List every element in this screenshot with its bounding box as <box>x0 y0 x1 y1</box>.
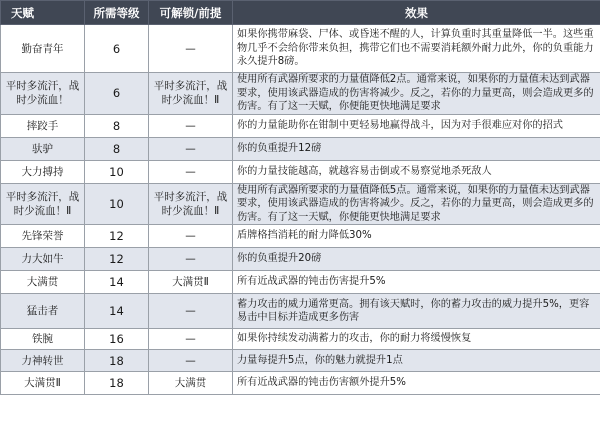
perk-unlock: — <box>149 294 233 329</box>
header-name: 天赋 <box>1 1 85 25</box>
perk-name: 大力搏持 <box>1 160 85 183</box>
perk-level: 14 <box>85 294 149 329</box>
perk-level: 18 <box>85 372 149 395</box>
perk-name: 力大如牛 <box>1 248 85 271</box>
perk-effect: 盾牌格挡消耗的耐力降低30% <box>233 225 600 248</box>
perk-name: 大满贯 <box>1 271 85 294</box>
header-unlock: 可解锁/前提 <box>149 1 233 25</box>
perk-name: 力神转世 <box>1 350 85 372</box>
table-row <box>1 160 600 183</box>
table-row <box>1 25 600 73</box>
perk-unlock: — <box>149 329 233 350</box>
table-row <box>1 271 600 294</box>
perk-unlock: — <box>149 25 233 73</box>
perk-effect: 如果你持续发动满蓄力的攻击，你的耐力将缓慢恢复 <box>233 329 600 350</box>
table-row <box>1 372 600 395</box>
perk-effect: 使用所有武器所要求的力量值降低5点。通常来说，如果你的力量值未达到武器要求，使用该武器造成的伤害将减少。反之，若你的力量更高，则会造成更多的伤害。有了这一天赋，你便能更快地满足要求 <box>233 183 600 225</box>
perk-unlock: 平时多流汗，战时少流血！Ⅱ <box>149 73 233 115</box>
perk-effect: 所有近战武器的钝击伤害额外提升5% <box>233 372 600 395</box>
perk-effect: 力量每提升5点，你的魅力就提升1点 <box>233 350 600 372</box>
perk-unlock: — <box>149 225 233 248</box>
table-row <box>1 73 600 115</box>
perk-effect: 你的力量能助你在钳制中更轻易地赢得战斗，因为对手很难应对你的招式 <box>233 114 600 137</box>
perk-name: 大满贯Ⅱ <box>1 372 85 395</box>
perk-unlock: — <box>149 137 233 160</box>
perk-level: 12 <box>85 248 149 271</box>
table-row <box>1 137 600 160</box>
perk-level: 6 <box>85 25 149 73</box>
perk-effect: 蓄力攻击的威力通常更高。拥有该天赋时，你的蓄力攻击的威力提升5%，更容易击中目标并造成更多伤害 <box>233 294 600 329</box>
table-row <box>1 329 600 350</box>
perk-unlock: — <box>149 248 233 271</box>
perk-effect: 你的负重提升12磅 <box>233 137 600 160</box>
perk-name: 平时多流汗，战时少流血！ <box>1 73 85 115</box>
perk-unlock: 大满贯Ⅱ <box>149 271 233 294</box>
perk-level: 16 <box>85 329 149 350</box>
perk-name: 平时多流汗，战时少流血！Ⅱ <box>1 183 85 225</box>
header-row <box>1 1 600 25</box>
perk-effect: 你的力量技能越高，就越容易击倒或不易察觉地杀死敌人 <box>233 160 600 183</box>
perk-unlock: — <box>149 350 233 372</box>
perk-level: 8 <box>85 114 149 137</box>
header-level: 所需等级 <box>85 1 149 25</box>
perk-effect: 使用所有武器所要求的力量值降低2点。通常来说，如果你的力量值未达到武器要求，使用该武器造成的伤害将减少。反之，若你的力量更高，则会造成更多的伤害。有了这一天赋，你便能更快地满足要求 <box>233 73 600 115</box>
perk-name: 先锋荣誉 <box>1 225 85 248</box>
table-row <box>1 225 600 248</box>
perk-level: 18 <box>85 350 149 372</box>
perk-level: 10 <box>85 183 149 225</box>
perk-level: 6 <box>85 73 149 115</box>
perk-level: 12 <box>85 225 149 248</box>
perk-effect: 你的负重提升20磅 <box>233 248 600 271</box>
perk-name: 驮驴 <box>1 137 85 160</box>
table-body <box>1 25 600 395</box>
perk-level: 14 <box>85 271 149 294</box>
table-row <box>1 294 600 329</box>
header-effect: 效果 <box>233 1 600 25</box>
table-row <box>1 114 600 137</box>
table-row <box>1 248 600 271</box>
perk-effect: 所有近战武器的钝击伤害提升5% <box>233 271 600 294</box>
table-row <box>1 183 600 225</box>
perk-name: 勤奋青年 <box>1 25 85 73</box>
perk-effect: 如果你携带麻袋、尸体、或昏迷不醒的人，计算负重时其重量降低一半。这些重物几乎不会给你带来负担，携带它们也不需要消耗额外耐力此外，你的负重能力永久提升8磅。 <box>233 25 600 73</box>
perk-unlock: — <box>149 160 233 183</box>
table-header <box>1 1 600 25</box>
perk-name: 铁腕 <box>1 329 85 350</box>
perk-unlock: — <box>149 114 233 137</box>
perk-level: 8 <box>85 137 149 160</box>
table-row <box>1 350 600 372</box>
perk-unlock: 平时多流汗，战时少流血！Ⅱ <box>149 183 233 225</box>
perk-level: 10 <box>85 160 149 183</box>
perk-name: 摔跤手 <box>1 114 85 137</box>
perk-unlock: 大满贯 <box>149 372 233 395</box>
perk-name: 猛击者 <box>1 294 85 329</box>
